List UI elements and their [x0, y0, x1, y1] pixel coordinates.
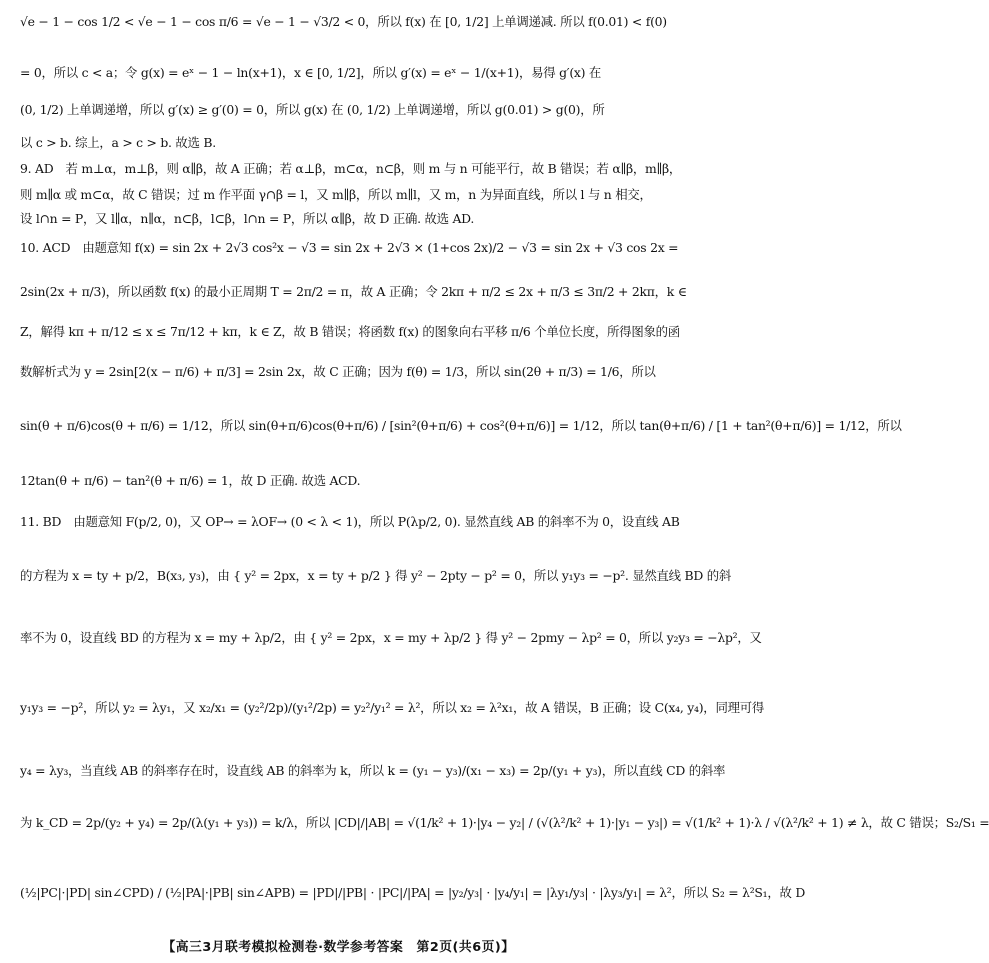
text-line: (½|PC|·|PD| sin∠CPD) / (½|PA|·|PB| sin∠APB) = |PD|/|PB| · |PC|/|PA| = |y₂/y₃| · |y₄/y₁| = |λy₁/y₃| · |λy₃/y₁| = λ²，所以 S₂ = λ²S₁，故 D [20, 885, 806, 900]
text-line: 的方程为 x = ty + p/2，B(x₃, y₃)，由 { y² = 2px，x = ty + p/2 } 得 y² − 2pty − p² = 0，所以 y₁y₃ = −p². 显然直线 BD 的斜 [20, 568, 732, 583]
solution-9-line: 9. AD 若 m⊥α，m⊥β，则 α∥β，故 A 正确；若 α⊥β，m⊂α，n⊂β，则 m 与 n 可能平行，故 B 错误；若 α∥β，m∥β， [20, 161, 682, 176]
text-line: Z，解得 kπ + π/12 ≤ x ≤ 7π/12 + kπ，k ∈ Z，故 B 错误；将函数 f(x) 的图象向右平移 π/6 个单位长度，所得图象的函 [20, 324, 680, 339]
text-line: 2sin(2x + π/3)，所以函数 f(x) 的最小正周期 T = 2π/2 = π，故 A 正确；令 2kπ + π/2 ≤ 2x + π/3 ≤ 3π/2 + 2kπ，k ∈ [20, 284, 687, 299]
text-line: y₄ = λy₃，当直线 AB 的斜率存在时，设直线 AB 的斜率为 k，所以 k = (y₁ − y₃)/(x₁ − x₃) = 2p/(y₁ + y₃)，所以直线 CD 的斜率 [20, 763, 726, 778]
text-line: 以 c > b. 综上，a > c > b. 故选 B. [20, 135, 216, 150]
solution-10-line: 10. ACD 由题意知 f(x) = sin 2x + 2√3 cos²x − √3 = sin 2x + 2√3 × (1+cos 2x)/2 − √3 = sin 2x + √3 cos 2x = [20, 240, 679, 255]
text-line: 则 m∥α 或 m⊂α，故 C 错误；过 m 作平面 γ∩β = l，又 m∥β，所以 m∥l，又 m，n 为异面直线，所以 l 与 n 相交， [20, 187, 652, 202]
text-line: (0, 1/2) 上单调递增，所以 g′(x) ≥ g′(0) = 0，所以 g(x) 在 (0, 1/2) 上单调递增，所以 g(0.01) > g(0)，所 [20, 102, 605, 117]
text-line: y₁y₃ = −p²，所以 y₂ = λy₁，又 x₂/x₁ = (y₂²/2p)/(y₁²/2p) = y₂²/y₁² = λ²，所以 x₂ = λ²x₁，故 A 错误，B 正确；设 C(x₄, y₄)，同理可得 [20, 700, 765, 715]
text-line: sin(θ + π/6)cos(θ + π/6) = 1/12，所以 sin(θ+π/6)cos(θ+π/6) / [sin²(θ+π/6) + cos²(θ+π/6)] = 1/12，所以 tan(θ+π/6) / [1 + tan²(θ+π/6)] = 1/12，所以 [20, 418, 902, 433]
text-line: 数解析式为 y = 2sin[2(x − π/6) + π/3] = 2sin 2x，故 C 正确；因为 f(θ) = 1/3，所以 sin(2θ + π/3) = 1/6，所以 [20, 364, 656, 379]
text-line: 设 l∩n = P，又 l∥α，n∥α，n⊂β，l⊂β，l∩n = P，所以 α∥β，故 D 正确. 故选 AD. [20, 211, 475, 226]
text-line: 率不为 0，设直线 BD 的方程为 x = my + λp/2，由 { y² = 2px，x = my + λp/2 } 得 y² − 2pmy − λp² = 0，所以 y₂y₃ = −λp²，又 [20, 630, 762, 645]
text-line: √e − 1 − cos 1/2 < √e − 1 − cos π/6 = √e − 1 − √3/2 < 0，所以 f(x) 在 [0, 1/2] 上单调递减. 所以 f(0.01) < f(0) [20, 14, 667, 29]
text-line: 为 k_CD = 2p/(y₂ + y₄) = 2p/(λ(y₁ + y₃)) = k/λ，所以 |CD|/|AB| = √(1/k² + 1)·|y₄ − y₂| / (√(λ²/k² + 1)·|y₁ − y₃|) = √(1/k² + 1)·λ / √(λ²/k² + 1) ≠ λ，故 C 错误；S₂/S₁ = [20, 815, 989, 830]
text-line: 12tan(θ + π/6) − tan²(θ + π/6) = 1，故 D 正确. 故选 ACD. [20, 473, 361, 488]
solution-11-line: 11. BD 由题意知 F(p/2, 0)，又 OP→ = λOF→ (0 < λ < 1)，所以 P(λp/2, 0). 显然直线 AB 的斜率不为 0，设直线 AB [20, 514, 680, 529]
page-footer: 【高三3月联考模拟检测卷·数学参考答案 第2页(共6页)】 [162, 940, 515, 955]
text-line: = 0，所以 c < a；令 g(x) = eˣ − 1 − ln(x+1)，x ∈ [0, 1/2]，所以 g′(x) = eˣ − 1/(x+1)，易得 g′(x) 在 [20, 65, 602, 80]
